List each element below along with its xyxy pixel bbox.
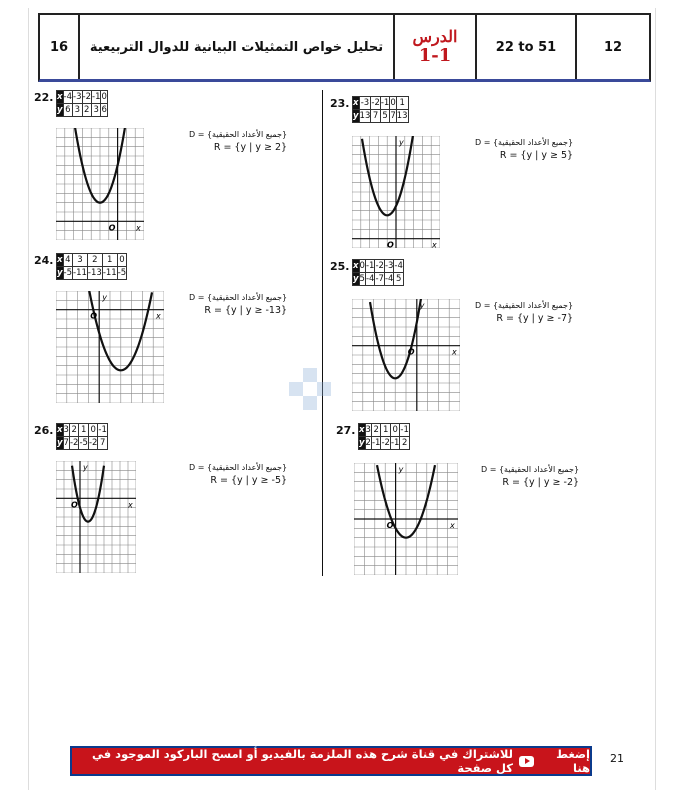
exercise-number: 24.	[34, 254, 54, 267]
coordinate-graph	[352, 136, 440, 248]
x-value: 1	[396, 97, 408, 110]
y-value: 7	[371, 110, 380, 123]
domain-range	[189, 461, 287, 487]
domain-range	[475, 299, 573, 325]
x-value: 0	[390, 424, 399, 437]
x-value: 3	[365, 425, 371, 435]
coordinate-graph	[352, 299, 460, 411]
x-value: 2	[371, 424, 380, 437]
exercise-number: 23.	[330, 97, 350, 110]
x-value: -1	[365, 261, 375, 271]
domain-text: D = {جميع الأعداد الحقيقية}	[475, 138, 574, 147]
value-table	[352, 259, 404, 286]
y-header: y	[57, 438, 63, 448]
x-value: -4	[394, 261, 403, 271]
value-table	[358, 423, 410, 450]
domain-text: D = {جميع الأعداد الحقيقية}	[481, 465, 580, 474]
coordinate-graph	[56, 461, 136, 573]
x-header: x	[57, 255, 63, 265]
range-text: R = {y | y ≥ -5}	[210, 475, 288, 486]
y-value: 13	[359, 111, 371, 121]
y-value: 6	[101, 105, 107, 115]
y-value: 3	[73, 104, 82, 117]
y-value: 5	[394, 273, 403, 286]
x-axis-label: x	[136, 223, 141, 233]
x-header: x	[353, 261, 359, 271]
y-value: 7	[390, 111, 396, 121]
y-value: 7	[98, 437, 107, 450]
range-text: R = {y | y ≥ 5}	[499, 150, 574, 161]
y-value: -5	[63, 268, 73, 278]
x-value: 0	[101, 92, 107, 102]
origin-label: O	[387, 240, 394, 248]
domain-range	[475, 136, 573, 162]
x-value: -2	[82, 92, 91, 102]
page-number: 21	[610, 752, 624, 765]
x-value: 1	[102, 254, 117, 267]
lesson-label	[395, 15, 477, 79]
y-header: y	[57, 105, 63, 115]
y-header: y	[359, 438, 365, 448]
x-axis-label: x	[128, 500, 133, 510]
x-value: -2	[375, 261, 384, 271]
x-value: 4	[63, 254, 72, 267]
domain-text: D = {جميع الأعداد الحقيقية}	[189, 293, 288, 302]
domain-range	[189, 291, 287, 317]
y-value: 7	[63, 438, 69, 448]
value-table	[56, 90, 108, 117]
y-header: y	[57, 268, 63, 278]
x-value: -1	[98, 425, 107, 435]
y-value: 2	[365, 438, 371, 448]
x-axis-label: x	[452, 347, 457, 357]
value-table	[56, 253, 127, 280]
exercise-number: 25.	[330, 260, 350, 273]
lesson-header	[38, 13, 651, 82]
x-value: -1	[380, 98, 390, 108]
y-value: 5	[359, 274, 365, 284]
x-value: -1	[92, 92, 101, 102]
domain-text: D = {جميع الأعداد الحقيقية}	[189, 130, 288, 139]
youtube-play-icon	[519, 756, 534, 767]
y-axis-label: y	[398, 465, 404, 474]
domain-range	[481, 463, 579, 489]
header-page-count: 16	[40, 15, 80, 79]
y-value: -5	[79, 438, 88, 448]
x-header: x	[359, 425, 365, 435]
origin-label: O	[386, 521, 394, 530]
y-value: -4	[384, 274, 394, 284]
y-value: 5	[380, 110, 389, 123]
y-axis-label: y	[83, 463, 88, 472]
exercise-range: 22 to 51	[477, 15, 577, 79]
y-value: -11	[102, 268, 117, 278]
x-value: -4	[63, 92, 73, 102]
watermark-logo-icon	[285, 368, 335, 410]
domain-text: D = {جميع الأعداد الحقيقية}	[475, 301, 574, 310]
y-value: -1	[371, 438, 381, 448]
x-value: -3	[384, 261, 394, 271]
origin-label: O	[108, 223, 116, 233]
lesson-number: 1-1	[418, 45, 452, 66]
y-value: 6	[63, 104, 72, 117]
x-value: 0	[359, 261, 365, 271]
exercise-number: 26.	[34, 424, 54, 437]
origin-label: O	[407, 347, 415, 357]
origin-label: O	[90, 311, 98, 321]
y-value: -2	[69, 438, 79, 448]
x-value: -1	[400, 425, 409, 435]
y-header: y	[353, 274, 359, 284]
column-divider	[322, 90, 323, 576]
lesson-title: تحليل خواص التمثيلات البيانية للدوال التربيعية	[80, 15, 395, 79]
y-axis-label: y	[419, 301, 425, 310]
x-value: 3	[73, 254, 88, 267]
domain-text: D = {جميع الأعداد الحقيقية}	[189, 463, 288, 472]
lesson-word: الدرس	[412, 27, 458, 46]
value-table	[352, 96, 409, 123]
y-value: -7	[375, 274, 384, 284]
x-value: 1	[79, 424, 88, 437]
y-value: -4	[365, 274, 375, 284]
y-axis-label: y	[399, 138, 404, 147]
origin-label: O	[71, 500, 78, 510]
x-header: x	[353, 98, 359, 108]
y-value: -2	[381, 438, 390, 448]
x-value: -2	[371, 98, 380, 108]
y-header: y	[353, 111, 359, 121]
x-value: -3	[73, 92, 82, 102]
x-value: 2	[69, 424, 78, 437]
x-value: 0	[390, 98, 396, 108]
range-text: R = {y | y ≥ 2}	[213, 142, 288, 153]
value-table	[56, 423, 108, 450]
x-axis-label: x	[156, 311, 161, 321]
x-axis-label: x	[432, 240, 437, 248]
y-value: -5	[117, 268, 127, 278]
y-value: 2	[400, 437, 409, 450]
click-here-link[interactable]: إضغط هنا	[556, 747, 590, 775]
x-value: 3	[63, 425, 69, 435]
x-value: -3	[360, 98, 370, 108]
subscribe-banner[interactable]	[70, 746, 592, 776]
coordinate-graph	[354, 463, 458, 575]
exercise-number: 22.	[34, 91, 54, 104]
coordinate-graph	[56, 128, 144, 240]
y-value: -2	[88, 438, 98, 448]
y-value: -13	[87, 268, 102, 278]
range-text: R = {y | y ≥ -13}	[204, 305, 288, 316]
exercise-number: 27.	[336, 424, 356, 437]
range-text: R = {y | y ≥ -2}	[502, 477, 580, 488]
coordinate-graph	[56, 291, 164, 403]
x-axis-label: x	[450, 521, 455, 530]
x-value: 0	[88, 424, 97, 437]
x-value: 0	[117, 254, 126, 267]
subscribe-message: للاشتراك في قناة شرح هذه الملزمة بالفيديو أو امسح الباركود الموجود في كل صفحة	[92, 747, 513, 775]
y-value: 3	[92, 104, 101, 117]
y-value: 2	[82, 104, 91, 117]
x-value: 1	[381, 424, 390, 437]
x-value: 2	[87, 254, 102, 267]
x-header: x	[57, 425, 63, 435]
x-header: x	[57, 92, 63, 102]
grade-number: 12	[603, 39, 623, 55]
y-value: -1	[390, 438, 400, 448]
range-text: R = {y | y ≥ -7}	[496, 313, 574, 324]
y-axis-label: y	[102, 293, 107, 302]
y-value: 13	[396, 111, 408, 121]
domain-range	[189, 128, 287, 154]
y-value: -11	[73, 268, 87, 278]
